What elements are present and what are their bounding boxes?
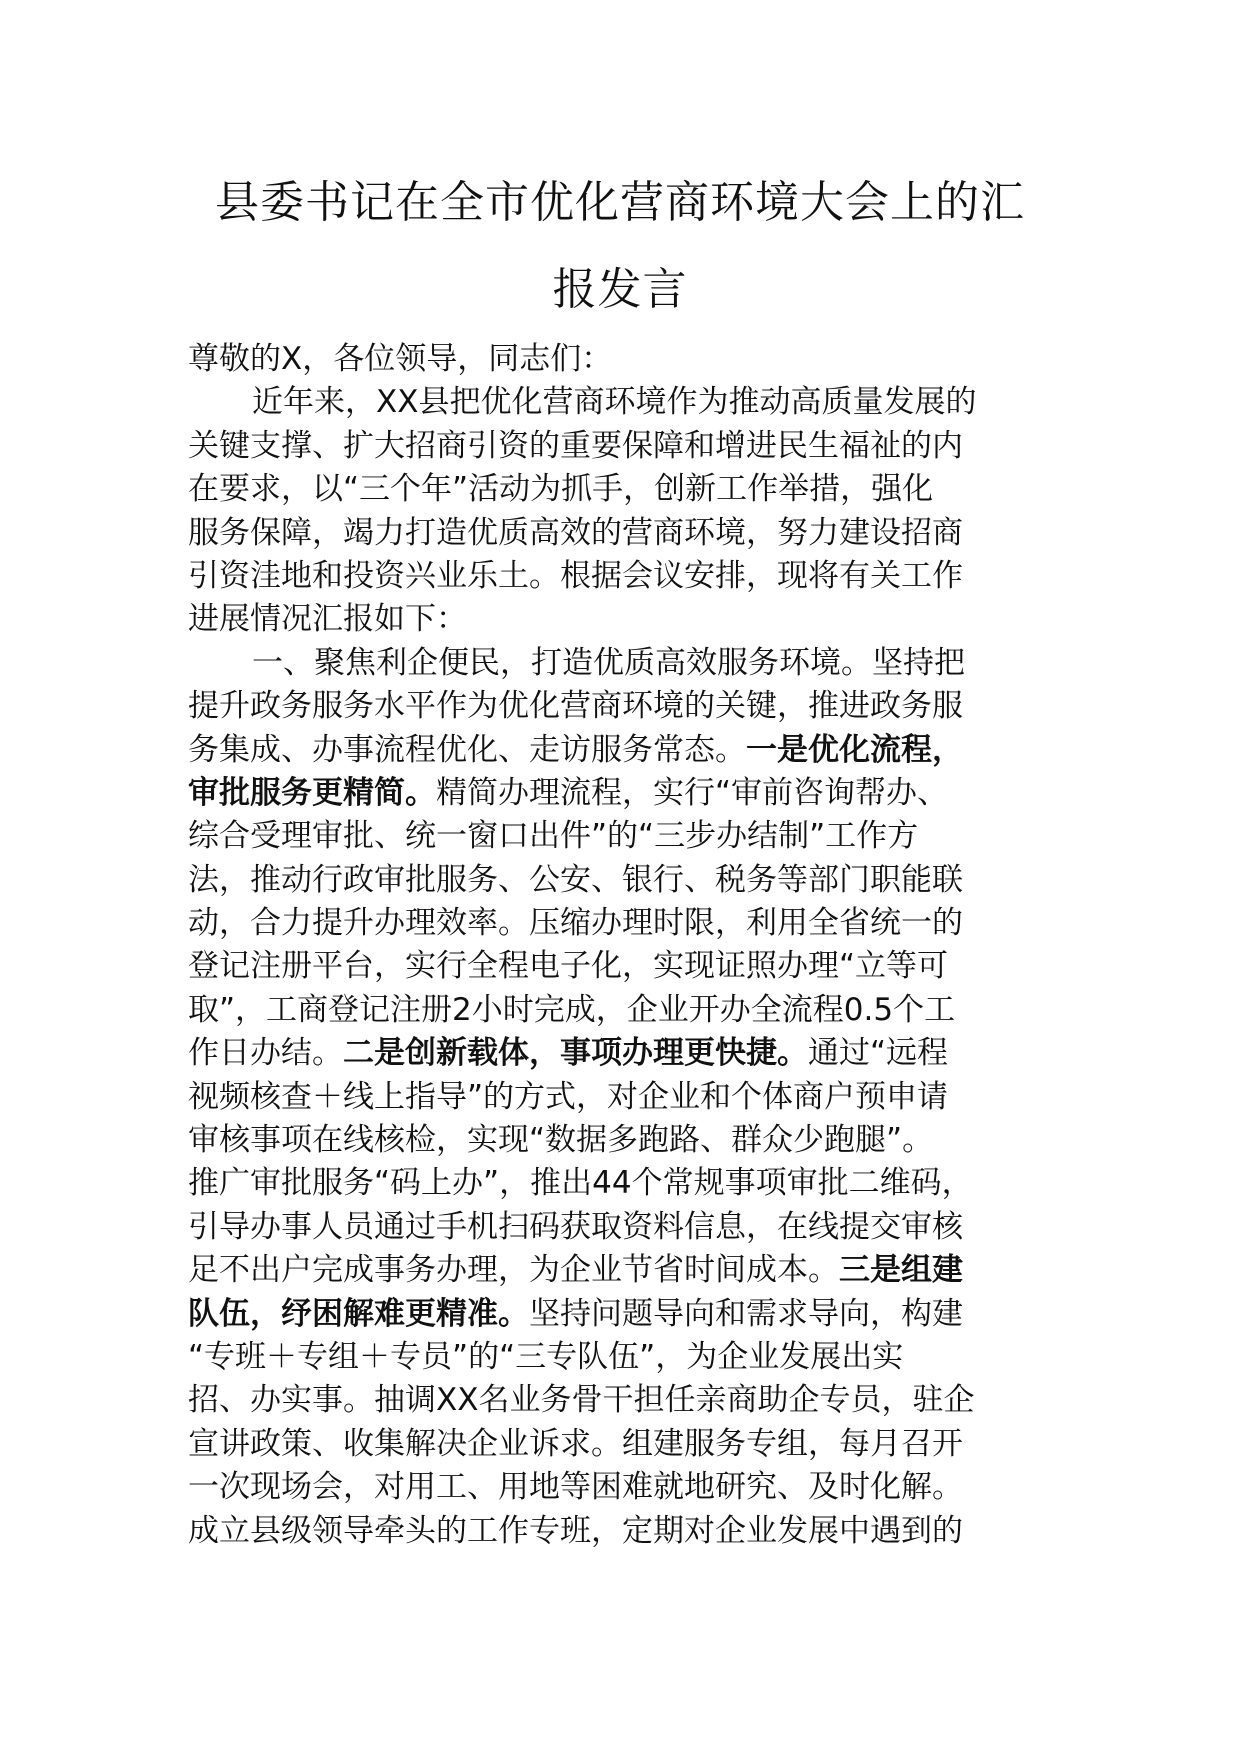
text-run: 通过“远程 xyxy=(808,1035,949,1072)
text-run: 取”，工商登记注册2小时完成，企业开办全流程0.5个工 xyxy=(188,991,956,1028)
text-line xyxy=(188,1293,1068,1336)
text-run: 关键支撑、扩大招商引资的重要保障和增进民生福祉的内 xyxy=(188,427,963,464)
bold-text-run: 三是组建 xyxy=(839,1252,963,1289)
text-line xyxy=(188,555,1068,598)
text-run: 务集成、办事流程优化、走访服务常态。 xyxy=(188,731,746,768)
text-line xyxy=(188,1076,1068,1119)
text-run: 一、聚焦利企便民，打造优质高效服务环境。坚持把 xyxy=(252,644,965,681)
text-line xyxy=(188,772,1068,815)
text-run: 成立县级领导牵头的工作专班，定期对企业发展中遇到的 xyxy=(188,1512,963,1549)
text-line xyxy=(188,1032,1068,1075)
text-run: 进展情况汇报如下： xyxy=(188,601,467,638)
bold-text-run: 一是优化流程， xyxy=(746,731,963,768)
text-line xyxy=(188,642,1068,685)
text-run: 视频核查＋线上指导”的方式，对企业和个体商户预申请 xyxy=(188,1078,949,1115)
text-run: 在要求，以“三个年”活动为抓手，创新工作举措，强化 xyxy=(188,471,934,508)
text-run: 足不出户完成事务办理，为企业节省时间成本。 xyxy=(188,1252,839,1289)
bold-text-run: 二是创新载体，事项办理更快捷。 xyxy=(343,1035,808,1072)
text-line xyxy=(188,1249,1068,1292)
text-run: 服务保障，竭力打造优质高效的营商环境，努力建设招商 xyxy=(188,514,963,551)
bold-text-run: 审批服务更精简。 xyxy=(188,774,436,811)
text-run: 坚持问题导向和需求导向，构建 xyxy=(529,1295,963,1332)
text-line xyxy=(188,729,1068,772)
text-line xyxy=(188,685,1068,728)
text-line xyxy=(188,512,1068,555)
text-run: 宣讲政策、收集解决企业诉求。组建服务专组，每月召开 xyxy=(188,1425,963,1462)
document-title-line-2: 报发言 xyxy=(552,264,688,315)
text-line xyxy=(188,1379,1068,1422)
text-run: 提升政务服务水平作为优化营商环境的关键，推进政务服 xyxy=(188,688,963,725)
text-line xyxy=(188,338,1068,381)
document-body xyxy=(188,338,1068,1553)
text-run: 综合受理审批、统一窗口出件”的“三步办结制”工作方 xyxy=(188,818,919,855)
text-line xyxy=(188,902,1068,945)
text-run: 尊敬的X，各位领导，同志们： xyxy=(188,341,613,377)
text-line xyxy=(188,425,1068,468)
bold-text-run: 队伍，纾困解难更精准。 xyxy=(188,1295,529,1332)
text-run: 引导办事人员通过手机扫码获取资料信息，在线提交审核 xyxy=(188,1208,963,1245)
text-run: “专班＋专组＋专员”的“三专队伍”，为企业发展出实 xyxy=(188,1338,904,1375)
text-line xyxy=(188,598,1068,641)
text-run: 作日办结。 xyxy=(188,1035,343,1072)
text-run: 登记注册平台，实行全程电子化，实现证照办理“立等可 xyxy=(188,948,949,985)
text-line xyxy=(188,989,1068,1032)
text-line xyxy=(188,1466,1068,1509)
text-run: 招、办实事。抽调XX名业务骨干担任亲商助企专员，驻企 xyxy=(188,1382,975,1419)
text-line xyxy=(188,945,1068,988)
text-run: 法，推动行政审批服务、公安、银行、税务等部门职能联 xyxy=(188,861,963,898)
text-line xyxy=(188,815,1068,858)
text-run: 引资洼地和投资兴业乐土。根据会议安排，现将有关工作 xyxy=(188,557,963,594)
text-line xyxy=(188,1119,1068,1162)
text-run: 审核事项在线核检，实现“数据多跑路、群众少跑腿”。 xyxy=(188,1122,934,1159)
text-line xyxy=(188,1423,1068,1466)
text-run: 动，合力提升办理效率。压缩办理时限，利用全省统一的 xyxy=(188,905,963,942)
text-line xyxy=(188,1162,1068,1205)
text-run: 精简办理流程，实行“审前咨询帮办、 xyxy=(436,774,949,811)
text-line xyxy=(188,1206,1068,1249)
text-line xyxy=(188,381,1068,424)
text-line xyxy=(188,468,1068,511)
text-run: 推广审批服务“码上办”，推出44个常规事项审批二维码， xyxy=(188,1165,973,1202)
text-run: 近年来，XX县把优化营商环境作为推动高质量发展的 xyxy=(252,384,977,421)
text-run: 一次现场会，对用工、用地等困难就地研究、及时化解。 xyxy=(188,1469,963,1506)
document-title-line-1: 县委书记在全市优化营商环境大会上的汇 xyxy=(215,177,1025,228)
text-line xyxy=(188,1336,1068,1379)
text-line xyxy=(188,1510,1068,1553)
text-line xyxy=(188,859,1068,902)
